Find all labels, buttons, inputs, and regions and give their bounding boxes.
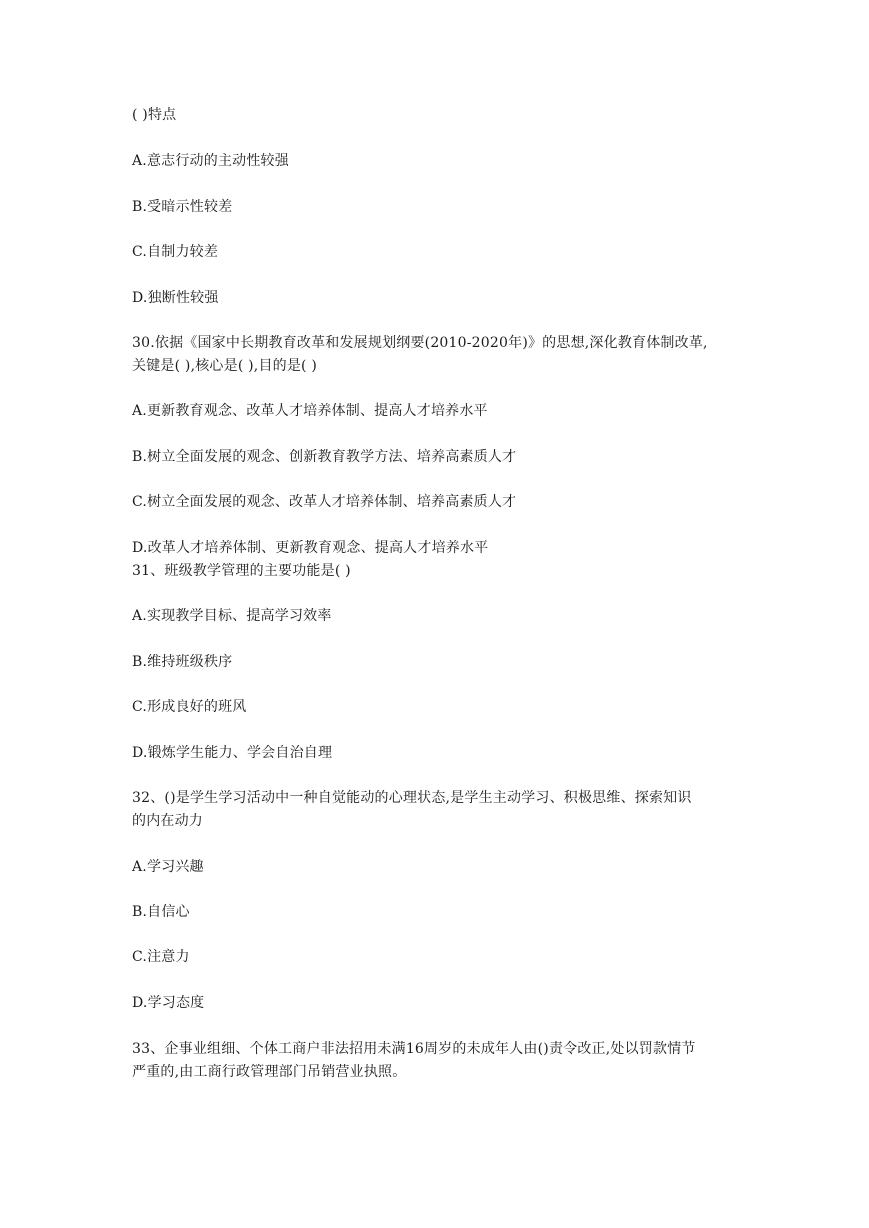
q29-option-c: C.自制力较差	[132, 244, 219, 260]
q32-stem-line1: 32、()是学生学习活动中一种自觉能动的心理状态,是学生主动学习、积极思维、探索知识	[132, 790, 692, 806]
q31-option-a: A.实现教学目标、提高学习效率	[132, 608, 332, 624]
q33-stem-line1: 33、企事业组细、个体工商户非法招用未满16周岁的未成年人由()责令改正,处以罚款情节	[132, 1041, 696, 1057]
q29-option-b: B.受暗示性较差	[132, 199, 233, 215]
q31-option-c: C.形成良好的班风	[132, 699, 247, 715]
q30-option-c: C.树立全面发展的观念、改革人才培养体制、培养高素质人才	[132, 494, 517, 510]
q29-option-a: A.意志行动的主动性较强	[132, 153, 289, 169]
q32-option-d: D.学习态度	[132, 995, 205, 1011]
q32-option-a: A.学习兴趣	[132, 859, 204, 875]
q32-option-c: C.注意力	[132, 949, 190, 965]
q30-stem-line2: 关键是( ),核心是( ),目的是( )	[132, 358, 318, 374]
q32-stem-line2: 的内在动力	[132, 813, 203, 829]
q30-stem-line1: 30.依据《国家中长期教育改革和发展规划纲要(2010-2020年)》的思想,深化教育体制改革,	[132, 335, 708, 351]
q33-stem-line2: 严重的,由工商行政管理部门吊销营业执照。	[132, 1064, 407, 1080]
q29-stem-end: ( )特点	[132, 107, 177, 123]
q31-option-b: B.维持班级秩序	[132, 654, 233, 670]
q32-option-b: B.自信心	[132, 904, 190, 920]
q30-option-a: A.更新教育观念、改革人才培养体制、提高人才培养水平	[132, 403, 488, 419]
q30-option-d: D.改革人才培养体制、更新教育观念、提高人才培养水平	[132, 540, 489, 556]
q31-option-d: D.锻炼学生能力、学会自治自理	[132, 745, 333, 761]
q29-option-d: D.独断性较强	[132, 290, 219, 306]
q30-option-b: B.树立全面发展的观念、创新教育教学方法、培养高素质人才	[132, 449, 517, 465]
q31-stem: 31、班级教学管理的主要功能是( )	[132, 563, 351, 579]
